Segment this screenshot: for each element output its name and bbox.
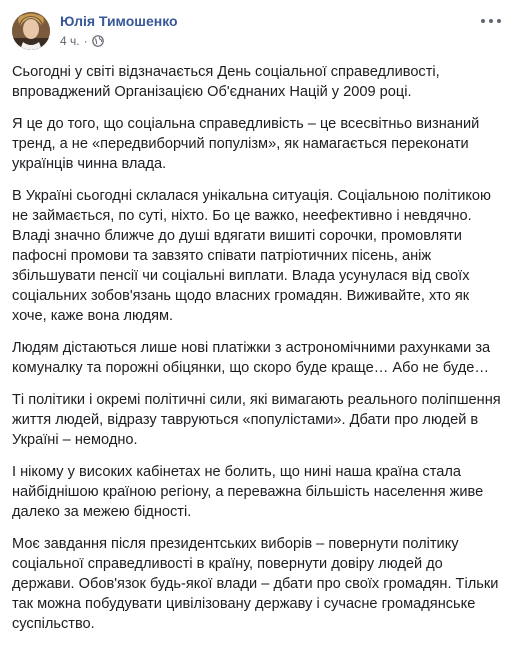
post-timestamp[interactable]: 4 ч.	[60, 34, 80, 48]
post-text	[12, 62, 504, 646]
meta-separator: ·	[83, 34, 88, 48]
more-options-icon[interactable]	[481, 14, 501, 28]
post-header	[0, 0, 515, 60]
post-paragraph: В Україні сьогодні склалася унікальна ситуація. Соціальною політикою не займається, по суті, ніхто. Бо це важко, неефективно і невдячно. Владі значно ближче до душі вдягати вишиті сорочки, промовляти пафосні промови та завзято співати патріотичних пісень, аніж збільшувати пенсії чи соціальні виплати. Влада усунулася від своїх соціальних зобов'язань щодо власних громадян. Виживайте, хто як хоче, каже вона людям.	[12, 188, 491, 324]
more-dot	[481, 19, 485, 23]
post-paragraph: І нікому у високих кабінетах не болить, що нині наша країна стала найбіднішою країною регіону, а переважна більшість населення живе далеко за межею бідності.	[12, 464, 484, 520]
post-paragraph: Людям дістаються лише нові платіжки з астрономічними рахунками за комуналку та порожні обіцянки, що скоро буде краще… Або не буде…	[12, 340, 491, 376]
avatar-image	[12, 12, 50, 50]
more-dot	[489, 19, 493, 23]
post-paragraph: Моє завдання після президентських виборів – повернути політику соціальної справедливості в країну, повернути довіру людей до держави. Обов'язок будь-якої влади – дбати про своїх громадян. Тільки так можна побудувати цивілізовану державу і сучасне громадянське суспільство.	[12, 536, 499, 632]
author-name[interactable]: Юлія Тимошенко	[60, 13, 178, 29]
post-paragraph: Я це до того, що соціальна справедливість – це всесвітньо визнаний тренд, а не «передвиборчий популізм», як намагається переконати українців чинна влада.	[12, 116, 480, 172]
post-paragraph: Ті політики і окремі політичні сили, які вимагають реального поліпшення життя людей, відразу тавруються «популістами». Дбати про людей в Україні – немодно.	[12, 392, 501, 448]
post-meta	[60, 33, 104, 49]
avatar[interactable]	[12, 12, 50, 50]
more-dot	[497, 19, 501, 23]
globe-icon[interactable]	[92, 35, 104, 47]
post-paragraph: Сьогодні у світі відзначається День соціальної справедливості, впроваджений Організацією Об'єднаних Націй у 2009 році.	[12, 64, 440, 100]
